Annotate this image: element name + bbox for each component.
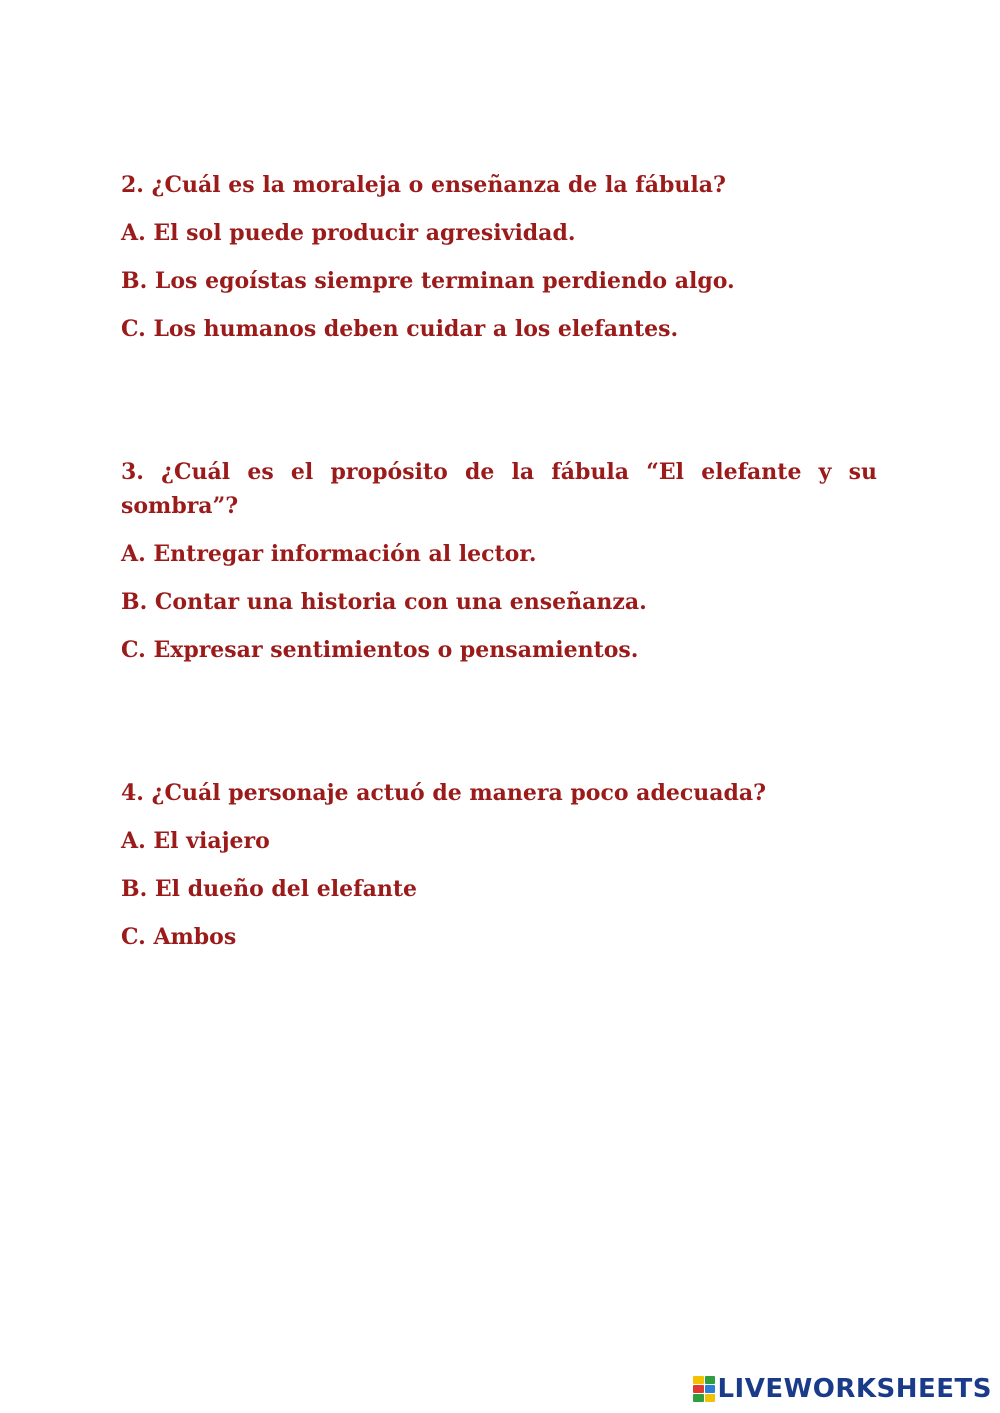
question-2-prompt: 2. ¿Cuál es la moraleja o enseñanza de la fábula?: [121, 172, 726, 198]
question-2: [121, 168, 877, 346]
question-3-option-a[interactable]: A. Entregar información al lector.: [121, 541, 537, 567]
liveworksheets-logo-icon: [693, 1376, 715, 1402]
question-4-prompt: 4. ¿Cuál personaje actuó de manera poco adecuada?: [121, 780, 766, 806]
liveworksheets-brand: [693, 1371, 992, 1407]
question-4-option-c[interactable]: C. Ambos: [121, 924, 237, 950]
question-2-option-b[interactable]: B. Los egoístas siempre terminan perdiendo algo.: [121, 268, 735, 294]
question-3-prompt: 3. ¿Cuál es el propósito de la fábula “El elefante y su sombra”?: [121, 459, 877, 519]
question-3-option-b[interactable]: B. Contar una historia con una enseñanza.: [121, 589, 647, 615]
question-3-option-c[interactable]: C. Expresar sentimientos o pensamientos.: [121, 637, 639, 663]
brand-text: LIVEWORKSHEETS: [717, 1374, 992, 1404]
question-4-option-b[interactable]: B. El dueño del elefante: [121, 876, 418, 902]
question-3: [121, 455, 877, 667]
question-2-option-a[interactable]: A. El sol puede producir agresividad.: [121, 220, 576, 246]
question-4: [121, 776, 877, 954]
question-2-option-c[interactable]: C. Los humanos deben cuidar a los elefantes.: [121, 316, 679, 342]
question-4-option-a[interactable]: A. El viajero: [121, 828, 270, 854]
